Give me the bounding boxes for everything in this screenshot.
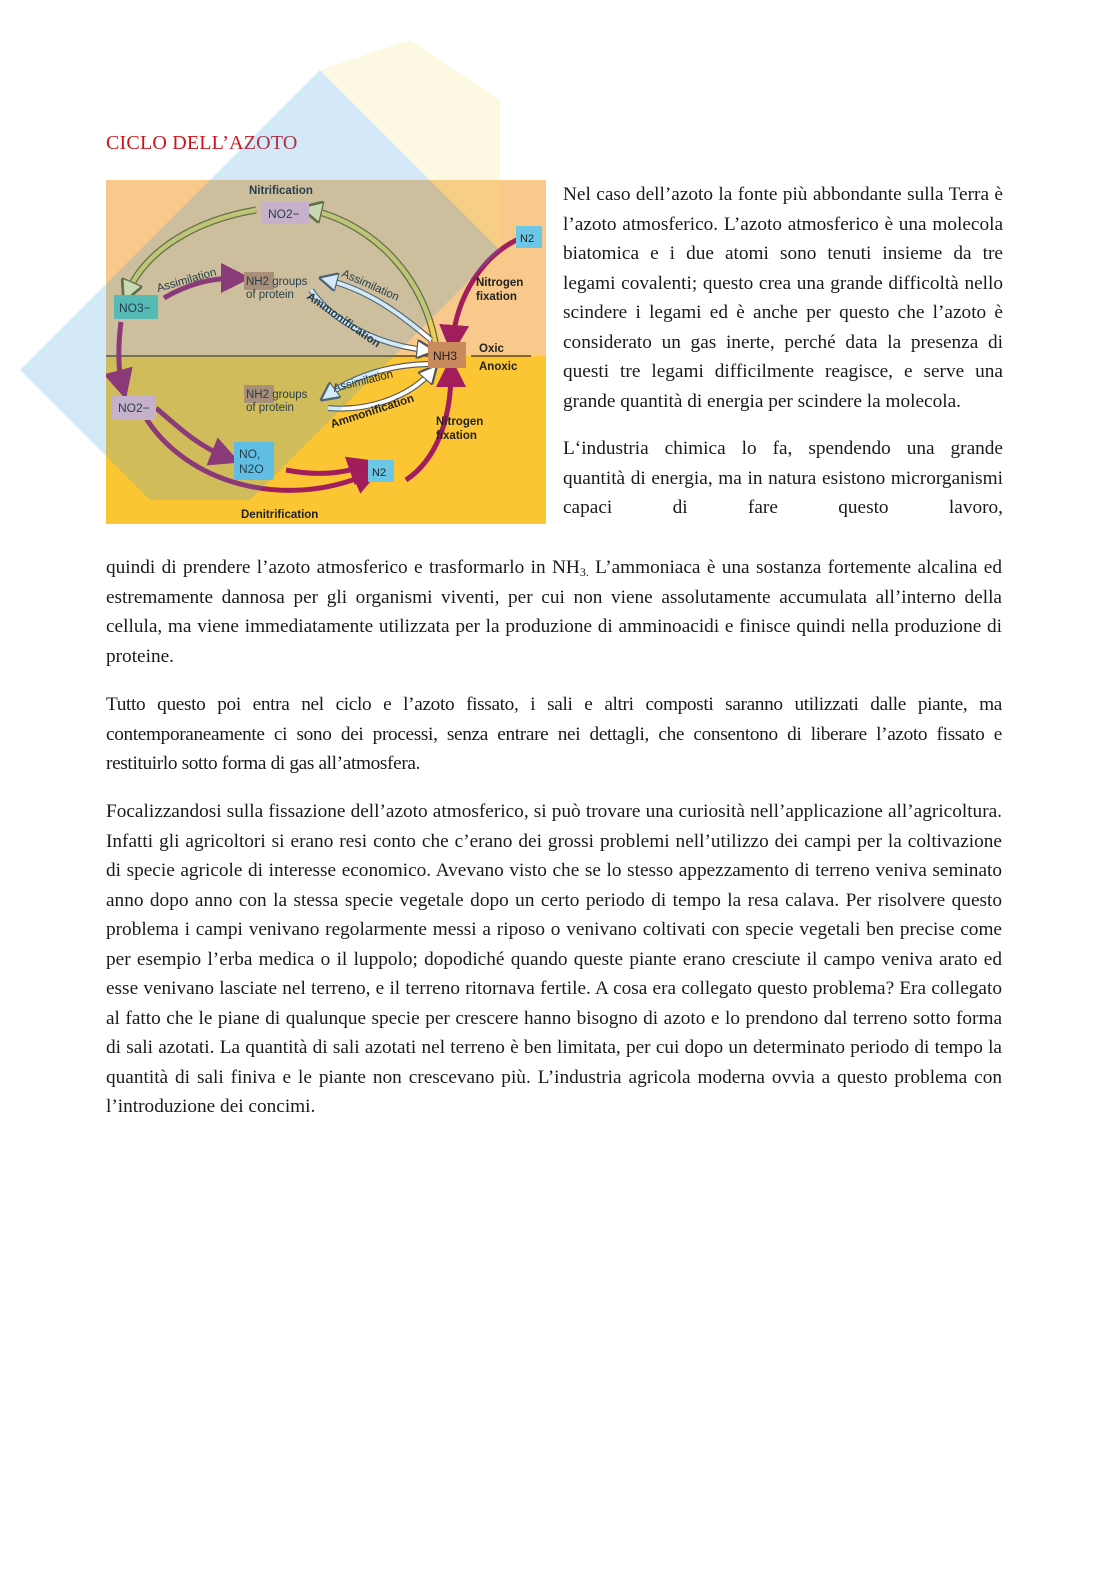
svg-text:Assimilation: Assimilation — [155, 266, 218, 295]
nitrogen-cycle-diagram — [106, 180, 546, 524]
paragraph-industry-cont — [106, 553, 1002, 671]
svg-text:Anoxic: Anoxic — [479, 361, 518, 373]
svg-text:fixation: fixation — [436, 430, 477, 442]
page-title: CICLO DELL’AZOTO — [106, 132, 298, 154]
paragraph-intro: Nel caso dell’azoto la fonte più abbondante sulla Terra è l’azoto atmosferico. L’azoto atmosferico è una molecola biatomica e i due atomi sono tenuti insieme da tre legami covalenti; questo crea una grande difficoltà nello scindere i legami ed è anche per questo che l’azoto è considerato un gas inerte, perché data la presenza di questi tre legami difficilmente reagisce, e serve una grande quantità di energia per scindere la molecola. — [563, 184, 1003, 412]
svg-text:N2: N2 — [520, 233, 535, 245]
svg-text:N2O: N2O — [239, 462, 264, 476]
svg-text:Ammonification: Ammonification — [304, 290, 383, 351]
svg-text:Nitrogen: Nitrogen — [436, 416, 484, 428]
svg-text:of protein: of protein — [246, 289, 294, 301]
text-before-formula: quindi di prendere l’azoto atmosferico e trasformarlo in NH — [106, 557, 580, 578]
svg-text:NH2 groups: NH2 groups — [246, 276, 308, 288]
svg-text:NO,: NO, — [239, 447, 261, 461]
intro-column — [563, 180, 1003, 523]
svg-text:of protein: of protein — [246, 402, 294, 414]
svg-text:NO2−: NO2− — [268, 207, 300, 221]
svg-text:Oxic: Oxic — [479, 343, 504, 355]
svg-text:Nitrification: Nitrification — [249, 185, 313, 197]
agriculture-paragraph-block — [106, 797, 1002, 1122]
svg-text:Nitrogen: Nitrogen — [476, 277, 524, 289]
svg-text:fixation: fixation — [476, 291, 517, 303]
svg-text:NO2−: NO2− — [118, 401, 150, 415]
text-after-formula: L’ammoniaca è una sostanza fortemente alcalina ed estremamente dannosa per gli organismi viventi, per cui non viene assolutamente accumulata all’interno della cellula, ma viene immediatamente utilizzata per la produzione di amminoacidi e finisce quindi nella produzione di proteine. — [106, 557, 1002, 667]
paragraph-cycle: Tutto questo poi entra nel ciclo e l’azoto fissato, i sali e altri composti saranno utilizzati dalle piante, ma contemporaneamente ci sono dei processi, senza entrare nei dettagli, che consentono di liberare l’azoto fissato e restituirlo sotto forma di gas all’atmosfera. — [106, 694, 1002, 774]
svg-text:NO3−: NO3− — [119, 301, 151, 315]
anoxic-zone — [106, 356, 546, 524]
svg-text:Denitrification: Denitrification — [241, 509, 319, 521]
paragraph-agriculture: Focalizzandosi sulla fissazione dell’azoto atmosferico, si può trovare una curiosità nell’applicazione all’agricoltura. Infatti gli agricoltori si erano resi conto che c’erano dei grossi problemi nell’utilizzo dei campi per la coltivazione di specie agricole di interesse economico. Avevano visto che se lo stesso appezzamento di terreno veniva seminato anno dopo anno con la stessa specie vegetale dopo un certo periodo di tempo la resa calava. Per risolvere questo problema i campi venivano regolarmente messi a riposo o venivano coltivati con specie vegetali ben precise come per esempio l’erba medica o il luppolo; dopodiché quando queste piante erano cresciute il campo veniva arato ed esse venivano lasciate nel terreno, e il terreno ritornava fertile. A cosa era collegato questo problema? Era collegato al fatto che le piane di qualunque specie per crescere hanno bisogno di azoto e lo prendono dal terreno sotto forma di sali azotati. La quantità di sali azotati nel terreno è ben limitata, per cui dopo un determinato periodo di tempo la quantità di sali finiva e le piante non crescevano più. L’industria agricola moderna ovvia a questo problema con l’introduzione dei concimi. — [106, 801, 1002, 1117]
formula-subscript: 3. — [579, 565, 589, 579]
paragraph-industry-start: L‘industria chimica lo fa, spendendo una grande quantità di energia, ma in natura esistono microrganismi capaci di fare questo lavoro, — [563, 438, 1003, 518]
svg-text:NH2 groups: NH2 groups — [246, 389, 308, 401]
svg-text:Ammonification: Ammonification — [329, 392, 416, 431]
svg-text:NH3: NH3 — [433, 349, 458, 363]
industry-continuation — [106, 553, 1002, 671]
svg-text:Assimilation: Assimilation — [331, 368, 395, 395]
cycle-paragraph-block — [106, 690, 1002, 779]
svg-text:Assimilation: Assimilation — [339, 267, 401, 304]
svg-text:N2: N2 — [372, 467, 387, 479]
